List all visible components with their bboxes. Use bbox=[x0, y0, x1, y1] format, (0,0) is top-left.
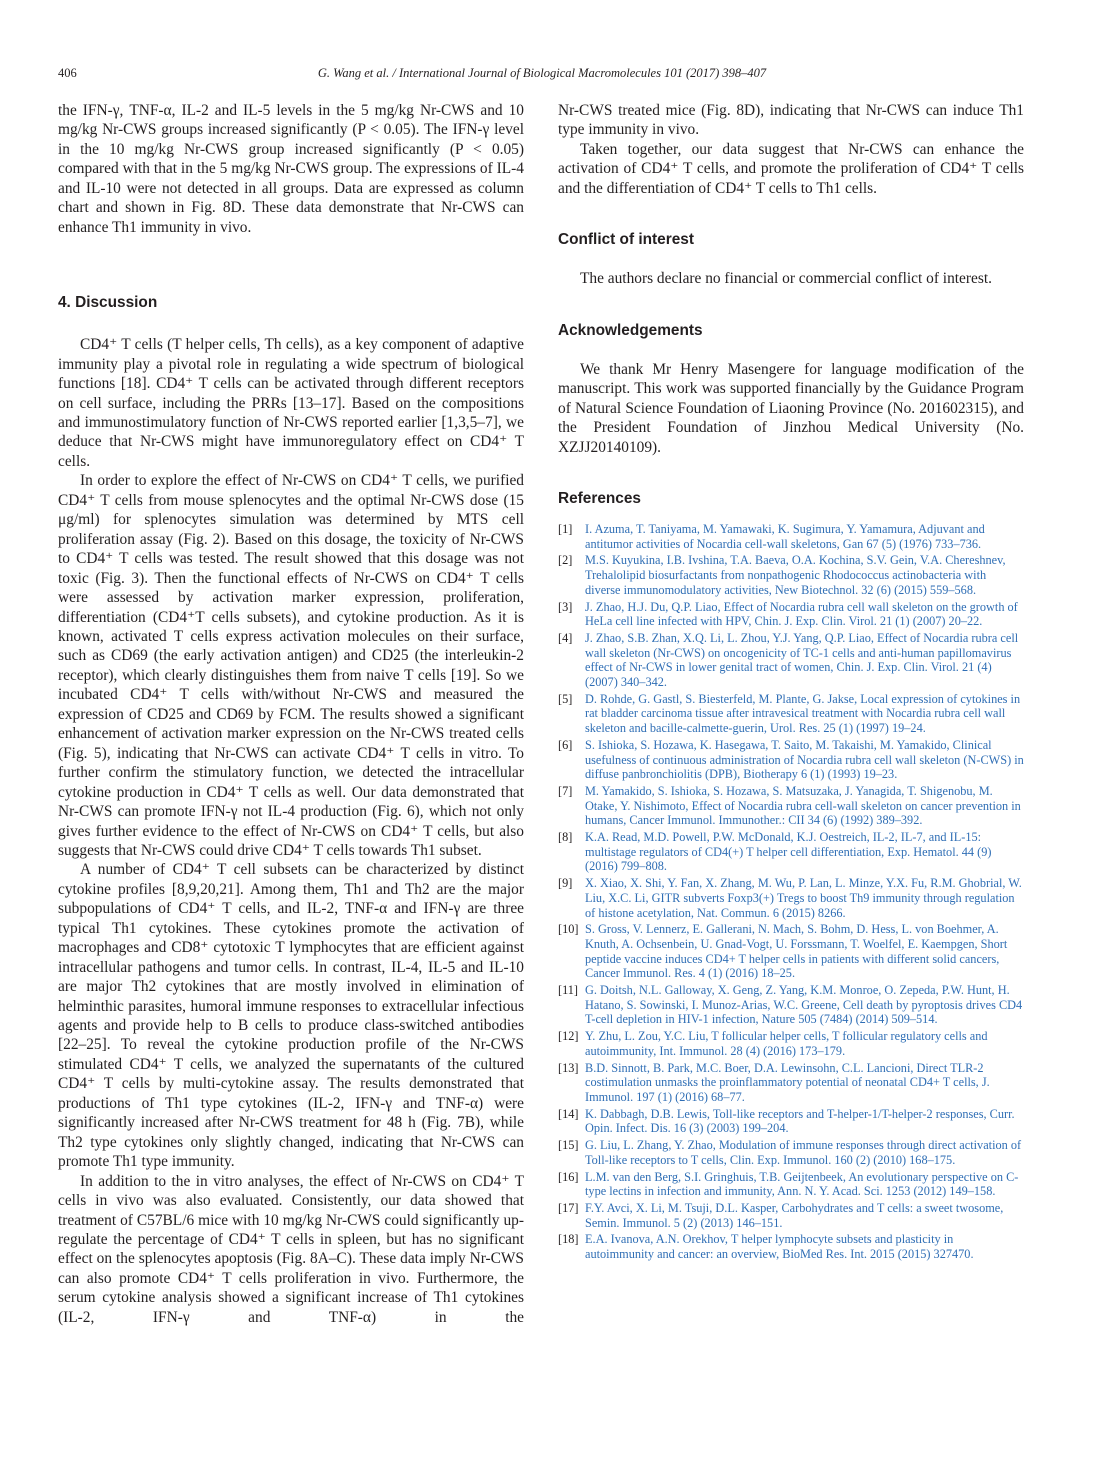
reference-item: [3] J. Zhao, H.J. Du, Q.P. Liao, Effect of Nocardia rubra cell wall skeleton on the growth of HeLa cell line infected with HPV, Chin. J. Exp. Clin. Virol. 21 (1) (2007) 20–22. bbox=[558, 599, 1018, 629]
conflict-heading: Conflict of interest bbox=[558, 231, 694, 249]
reference-link[interactable]: D. Rohde, G. Gastl, S. Biesterfeld, M. Plante, G. Jakse, Local expression of cytokines in rat bladder carcinoma tissue after intravesical treatment with Nocardia rubra cell wall skeleton and bacille-calmette-guerin, Urol. Res. 25 (1) (1997) 19–24. bbox=[585, 691, 1021, 736]
conflict-text: The authors declare no financial or commercial conflict of interest. bbox=[580, 270, 992, 288]
reference-item: [7] M. Yamakido, S. Ishioka, S. Hozawa, S. Matsuzaka, J. Yanagida, T. Shigenobu, M. Otake, Y. Nishimoto, Effect of Nocardia rubra cell-wall skeleton on cancer prevention in humans, Cancer Immunol. Immunother.: CII 34 (6) (1992) 389–392. bbox=[558, 783, 1021, 828]
reference-link[interactable]: S. Gross, V. Lennerz, E. Gallerani, N. Mach, S. Bohm, D. Hess, L. von Boehmer, A. Knuth, A. Ochsenbein, U. Gnad-Vogt, U. Forssmann, T. Woelfel, E. Kaempgen, Short peptide vaccine induces CD4+ T helper cells in patients with different solid cancers, Cancer Immunol. Res. 4 (1) (2016) 18–25. bbox=[585, 922, 1008, 981]
page-number: 406 bbox=[58, 66, 77, 80]
running-head: G. Wang et al. / International Journal of Biological Macromolecules 101 (2017) 398–407 bbox=[317, 66, 767, 80]
reference-link[interactable]: G. Liu, L. Zhang, Y. Zhao, Modulation of immune responses through direct activation of Toll-like receptors to T cells, Clin. Exp. Immunol. 160 (2) (2010) 168–175. bbox=[585, 1138, 1022, 1167]
reference-link[interactable]: I. Azuma, T. Taniyama, M. Yamawaki, K. Sugimura, Y. Yamamura, Adjuvant and antitumor activities of Nocardia cell-wall skeletons, Gan 67 (5) (1976) 733–736. bbox=[585, 521, 985, 551]
reference-item: [13] B.D. Sinnott, B. Park, M.C. Boer, D.A. Lewinsohn, C.L. Lancioni, Direct TLR-2 costimulation unmasks the proinflammatory potential of neonatal CD4+ T cells, J. Immunol. 197 (1) (2016) 68–77. bbox=[558, 1060, 990, 1104]
conclusion-paragraph: Taken together, our data suggest that Nr-CWS can enhance the activation of CD4⁺ T cells, and promote the proliferation of CD4⁺ T cells and the differentiation of CD4⁺ T cells to Th1 cells. bbox=[558, 140, 1024, 197]
reference-item: [18] E.A. Ivanova, A.N. Orekhov, T helper lymphocyte subsets and plasticity in autoimmunity and cancer: an overview, BioMed Res. Int. 2015 (2015) 327470. bbox=[558, 1232, 974, 1262]
results-paragraph: the IFN-γ, TNF-α, IL-2 and IL-5 levels in the 5 mg/kg Nr-CWS and 10 mg/kg Nr-CWS groups increased significantly (P < 0.05). The IFN-γ level in the 10 mg/kg Nr-CWS group increased significantly (P < 0.05) compared with that in the 5 mg/kg Nr-CWS group. The expressions of IL-4 and IL-10 were not detected in all groups. Data are expressed as column chart and shown in Fig. 8D. These data demonstrate that Nr-CWS can enhance Th1 immunity in vivo. bbox=[58, 102, 524, 236]
reference-link[interactable]: J. Zhao, S.B. Zhan, X.Q. Li, L. Zhou, Y.J. Yang, Q.P. Liao, Effect of Nocardia rubra cell wall skeleton (Nr-CWS) on oncogenicity of TC-1 cells and anti-human papillomavirus effect of Nr-CWS in lower genital tract of women, Chin. J. Exp. Clin. Virol. 21 (4) (2007) 340–342. bbox=[585, 630, 1019, 690]
reference-link[interactable]: Y. Zhu, L. Zou, Y.C. Liu, T follicular helper cells, T follicular regulatory cells and autoimmunity, Int. Immunol. 28 (4) (2016) 173–179. bbox=[585, 1029, 988, 1058]
reference-item: [9] X. Xiao, X. Shi, Y. Fan, X. Zhang, M. Wu, P. Lan, L. Minze, Y.X. Fu, R.M. Ghobrial, W. Liu, X.C. Li, GITR subverts Foxp3(+) Tregs to boost Th9 immunity through regulation of histone acetylation, Nat. Commun. 6 (2015) 8266. bbox=[558, 876, 1022, 920]
reference-list bbox=[558, 522, 1024, 1262]
discussion-paragraph-4: In addition to the in vitro analyses, the effect of Nr-CWS on CD4⁺ T cells in vivo was also evaluated. Consistently, our data showed that treatment of C57BL/6 mice with 10 mg/kg Nr-CWS could significantly up-regulate the percentage of CD4⁺ T cells in spleen, but has no significant effect on the splenocytes apoptosis (Fig. 8A–C). These data imply Nr-CWS can also promote CD4⁺ T cells proliferation in vivo. Furthermore, the serum cytokine analysis showed a significant increase of Th1 cytokines (IL-2, IFN-γ and TNF-α) in the bbox=[58, 1172, 524, 1326]
reference-link[interactable]: F.Y. Avci, X. Li, M. Tsuji, D.L. Kasper, Carbohydrates and T cells: a sweet twosome, Semin. Immunol. 5 (2) (2013) 146–151. bbox=[585, 1200, 1004, 1230]
discussion-paragraph-1: CD4⁺ T cells (T helper cells, Th cells), as a key component of adaptive immunity play a pivotal role in regulating a wide spectrum of biological functions [18]. CD4⁺ T cells can be activated through different receptors on cell surface, including the PRRs [13–17]. Based on the compositions and immunostimulatory function of Nr-CWS reported earlier [1,3,5–7], we deduce that Nr-CWS might have immunoregulatory effect on CD4⁺ T cells. bbox=[58, 336, 524, 470]
reference-item: [1] I. Azuma, T. Taniyama, M. Yamawaki, K. Sugimura, Y. Yamamura, Adjuvant and antitumor activities of Nocardia cell-wall skeletons, Gan 67 (5) (1976) 733–736. bbox=[558, 521, 985, 551]
reference-link[interactable]: K. Dabbagh, D.B. Lewis, Toll-like receptors and T-helper-1/T-helper-2 responses, Curr. Opin. Infect. Dis. 16 (3) (2003) 199–204. bbox=[585, 1106, 1015, 1136]
reference-item: [8] K.A. Read, M.D. Powell, P.W. McDonald, K.J. Oestreich, IL-2, IL-7, and IL-15: multistage regulators of CD4(+) T helper cell differentiation, Exp. Hematol. 44 (9) (2016) 799–808. bbox=[558, 830, 992, 874]
discussion-paragraph-3: A number of CD4⁺ T cell subsets can be characterized by distinct cytokine profiles [8,9,20,21]. Among them, Th1 and Th2 are the major subpopulations of CD4⁺ T cells, and IL-2, TNF-α and IFN-γ are three typical Th1 cytokines. These cytokines promote the activation of macrophages and CD8⁺ cytotoxic T lymphocytes that are efficient against intracellular pathogens and tumor cells. In contrast, IL-4, IL-5 and IL-10 are major Th2 cytokines that are mostly involved in elimination of helminthic parasites, humoral immune responses to extracellular infectious agents and provide help to B cells to produce class-switched antibodies [22–25]. To reveal the cytokine production profile of the Nr-CWS stimulated CD4⁺ T cells, we analyzed the supernatants of the cultured CD4⁺ T cells by multi-cytokine assay. The results demonstrated that productions of Th1 type cytokines (IL-2, IFN-γ and TNF-α) were significantly increased after Nr-CWS treatment for 48 h (Fig. 7B), while Th2 type cytokines only slightly changed, indicating that Nr-CWS can promote Th1 type immunity. bbox=[58, 861, 524, 1171]
reference-item: [2] M.S. Kuyukina, I.B. Ivshina, T.A. Baeva, O.A. Kochina, S.V. Gein, V.A. Chereshnev, Trehalolipid biosurfactants from nonpathogenic Rhodococcus actinobacteria with diverse immunomodulatory activities, New Biotechnol. 32 (6) (2015) 559–568. bbox=[558, 553, 1006, 597]
reference-link[interactable]: K.A. Read, M.D. Powell, P.W. McDonald, K.J. Oestreich, IL-2, IL-7, and IL-15: multistage regulators of CD4(+) T helper cell differentiation, Exp. Hematol. 44 (9) (2016) 799–808. bbox=[585, 830, 992, 874]
reference-link[interactable]: L.M. van den Berg, S.I. Gringhuis, T.B. Geijtenbeek, An evolutionary perspective on C-type lectins in infection and immunity, Ann. N. Y. Acad. Sci. 1253 (2012) 149–158. bbox=[585, 1169, 1019, 1199]
references-heading: References bbox=[558, 489, 641, 507]
reference-link[interactable]: B.D. Sinnott, B. Park, M.C. Boer, D.A. Lewinsohn, C.L. Lancioni, Direct TLR-2 costimulation unmasks the proinflammatory potential of neonatal CD4+ T cells, J. Immunol. 197 (1) (2016) 68–77. bbox=[585, 1060, 990, 1104]
acknowledgements-heading: Acknowledgements bbox=[558, 321, 703, 339]
reference-link[interactable]: M.S. Kuyukina, I.B. Ivshina, T.A. Baeva, O.A. Kochina, S.V. Gein, V.A. Chereshnev, Trehalolipid biosurfactants from nonpathogenic Rhodococcus actinobacteria with diverse immunomodulatory activities, New Biotechnol. 32 (6) (2015) 559–568. bbox=[585, 553, 1006, 597]
reference-item: [11] G. Doitsh, N.L. Galloway, X. Geng, Z. Yang, K.M. Monroe, O. Zepeda, P.W. Hunt, H. Hatano, S. Sowinski, I. Munoz-Arias, W.C. Greene, Cell death by pyroptosis drives CD4 T-cell depletion in HIV-1 infection, Nature 505 (7484) (2014) 509–514. bbox=[558, 983, 1023, 1027]
reference-link[interactable]: S. Ishioka, S. Hozawa, K. Hasegawa, T. Saito, M. Takaishi, M. Yamakido, Clinical usefulness of continuous administration of Nocardia rubra cell wall skeleton (N-CWS) in diffuse panbronchiolitis (DPB), Biotherapy 6 (1) (1993) 19–23. bbox=[585, 737, 1024, 782]
page-header bbox=[58, 66, 1026, 82]
reference-item: [17] F.Y. Avci, X. Li, M. Tsuji, D.L. Kasper, Carbohydrates and T cells: a sweet twosome, Semin. Immunol. 5 (2) (2013) 146–151. bbox=[558, 1200, 1004, 1230]
reference-item: [16] L.M. van den Berg, S.I. Gringhuis, T.B. Geijtenbeek, An evolutionary perspective on C-type lectins in infection and immunity, Ann. N. Y. Acad. Sci. 1253 (2012) 149–158. bbox=[558, 1169, 1019, 1199]
acknowledgements-text: We thank Mr Henry Masengere for language modification of the manuscript. This work was supported financially by the Guidance Program of Natural Science Foundation of Liaoning Province (No. 201602315), and the President Foundation of Jinzhou Medical University (No. XZJJ20140109). bbox=[558, 360, 1024, 456]
reference-item: [4] J. Zhao, S.B. Zhan, X.Q. Li, L. Zhou, Y.J. Yang, Q.P. Liao, Effect of Nocardia rubra cell wall skeleton (Nr-CWS) on oncogenicity of TC-1 cells and anti-human papillomavirus effect of Nr-CWS in lower genital tract of women, Chin. J. Exp. Clin. Virol. 21 (4) (2007) 340–342. bbox=[558, 630, 1019, 690]
discussion-paragraph-2: In order to explore the effect of Nr-CWS on CD4⁺ T cells, we purified CD4⁺ T cells from mouse splenocytes and the optimal Nr-CWS dose (15 μg/ml) for splenocytes simulation was determined by MTS cell proliferation assay (Fig. 2). Based on this dosage, the toxicity of Nr-CWS to CD4⁺ T cells was tested. The result showed that this dosage was not toxic (Fig. 3). Then the functional effects of Nr-CWS on CD4⁺ T cells were assessed by activation marker expression, proliferation, differentiation (CD4⁺T cells subsets), and cytokine production. As it is known, activated T cells express activation molecules on their surface, such as CD69 (the early activation antigen) and CD25 (the interleukin-2 receptor), which clearly distinguishes them from naive T cells [19]. So we incubated CD4⁺ T cells with/without Nr-CWS and measured the expression of CD25 and CD69 by FCM. The results showed a significant enhancement of activation marker expression on the Nr-CWS treated cells (Fig. 5), indicating that Nr-CWS can activate CD4⁺ T cells in vitro. To further confirm the stimulatory function, we detected the intracellular cytokine production in CD4⁺ T cells as well. Our data demonstrated that Nr-CWS can promote IFN-γ not IL-4 production (Fig. 6), which not only gives further evidence to the effect of Nr-CWS on CD4⁺ T cells, but also suggests that Nr-CWS could drive CD4⁺ T cells towards Th1 subset. bbox=[58, 472, 524, 859]
reference-item: [15] G. Liu, L. Zhang, Y. Zhao, Modulation of immune responses through direct activation of Toll-like receptors to T cells, Clin. Exp. Immunol. 160 (2) (2010) 168–175. bbox=[558, 1138, 1022, 1167]
discussion-heading: 4. Discussion bbox=[58, 294, 158, 312]
reference-link[interactable]: E.A. Ivanova, A.N. Orekhov, T helper lymphocyte subsets and plasticity in autoimmunity and cancer: an overview, BioMed Res. Int. 2015 (2015) 327470. bbox=[585, 1232, 974, 1262]
left-column bbox=[58, 101, 524, 1327]
right-column bbox=[558, 101, 1024, 1264]
reference-link[interactable]: M. Yamakido, S. Ishioka, S. Hozawa, S. Matsuzaka, J. Yanagida, T. Shigenobu, M. Otake, Y. Nishimoto, Effect of Nocardia rubra cell-wall skeleton on cancer prevention in humans, Cancer Immunol. Immunother.: CII 34 (6) (1992) 389–392. bbox=[585, 783, 1021, 828]
reference-link[interactable]: J. Zhao, H.J. Du, Q.P. Liao, Effect of Nocardia rubra cell wall skeleton on the growth of HeLa cell line infected with HPV, Chin. J. Exp. Clin. Virol. 21 (1) (2007) 20–22. bbox=[585, 599, 1018, 629]
reference-link[interactable]: G. Doitsh, N.L. Galloway, X. Geng, Z. Yang, K.M. Monroe, O. Zepeda, P.W. Hunt, H. Hatano, S. Sowinski, I. Munoz-Arias, W.C. Greene, Cell death by pyroptosis drives CD4 T-cell depletion in HIV-1 infection, Nature 505 (7484) (2014) 509–514. bbox=[585, 983, 1023, 1027]
reference-item: [14] K. Dabbagh, D.B. Lewis, Toll-like receptors and T-helper-1/T-helper-2 responses, Curr. Opin. Infect. Dis. 16 (3) (2003) 199–204. bbox=[558, 1106, 1015, 1136]
reference-link[interactable]: X. Xiao, X. Shi, Y. Fan, X. Zhang, M. Wu, P. Lan, L. Minze, Y.X. Fu, R.M. Ghobrial, W. Liu, X.C. Li, GITR subverts Foxp3(+) Tregs to boost Th9 immunity through regulation of histone acetylation, Nat. Commun. 6 (2015) 8266. bbox=[585, 876, 1022, 920]
results-continuation: Nr-CWS treated mice (Fig. 8D), indicating that Nr-CWS can induce Th1 type immunity in vivo. bbox=[558, 102, 1024, 139]
reference-item: [12] Y. Zhu, L. Zou, Y.C. Liu, T follicular helper cells, T follicular regulatory cells and autoimmunity, Int. Immunol. 28 (4) (2016) 173–179. bbox=[558, 1029, 988, 1058]
reference-item: [5] D. Rohde, G. Gastl, S. Biesterfeld, M. Plante, G. Jakse, Local expression of cytokines in rat bladder carcinoma tissue after intravesical treatment with Nocardia rubra cell wall skeleton and bacille-calmette-guerin, Urol. Res. 25 (1) (1997) 19–24. bbox=[558, 691, 1021, 736]
reference-item: [6] S. Ishioka, S. Hozawa, K. Hasegawa, T. Saito, M. Takaishi, M. Yamakido, Clinical usefulness of continuous administration of Nocardia rubra cell wall skeleton (N-CWS) in diffuse panbronchiolitis (DPB), Biotherapy 6 (1) (1993) 19–23. bbox=[558, 737, 1024, 782]
reference-item: [10] S. Gross, V. Lennerz, E. Gallerani, N. Mach, S. Bohm, D. Hess, L. von Boehmer, A. Knuth, A. Ochsenbein, U. Gnad-Vogt, U. Forssmann, T. Woelfel, E. Kaempgen, Short peptide vaccine induces CD4+ T helper cells in patients with different solid cancers, Cancer Immunol. Res. 4 (1) (2016) 18–25. bbox=[558, 922, 1008, 981]
